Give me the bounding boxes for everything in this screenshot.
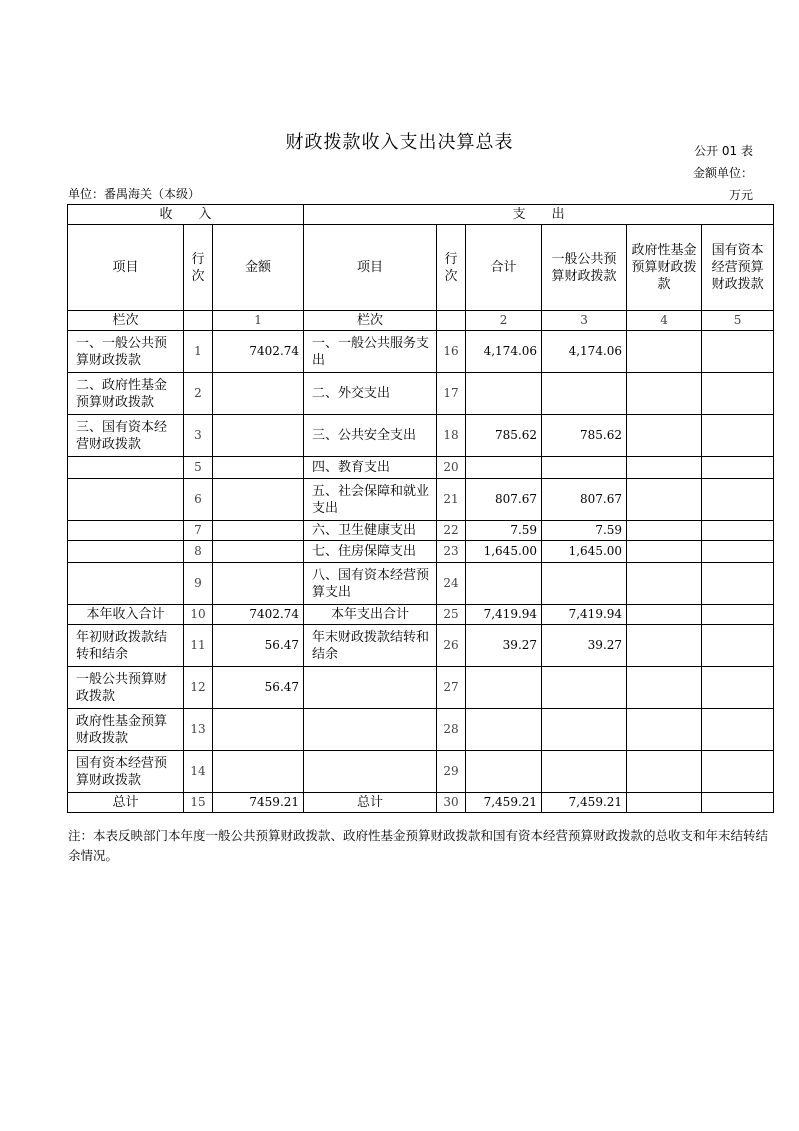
expense-row-no-cell: 16	[437, 331, 466, 373]
income-item-cell: 年初财政拨款结转和结余	[68, 625, 184, 667]
income-amount-cell	[213, 457, 304, 479]
expense-state-cell	[702, 541, 774, 563]
col-index-empty	[184, 311, 213, 331]
expense-item-cell: 六、卫生健康支出	[304, 521, 437, 541]
expense-row-no-cell: 20	[437, 457, 466, 479]
income-item-cell: 二、政府性基金预算财政拨款	[68, 373, 184, 415]
expense-item-cell: 总计	[304, 793, 437, 813]
fiscal-summary-table	[67, 204, 774, 813]
expense-state-cell	[702, 751, 774, 793]
expense-state-cell	[702, 625, 774, 667]
expense-total-cell	[466, 709, 542, 751]
income-amount-cell	[213, 521, 304, 541]
income-amount-cell	[213, 541, 304, 563]
expense-row-no-cell: 30	[437, 793, 466, 813]
expense-state-cell	[702, 605, 774, 625]
income-item-cell: 政府性基金预算财政拨款	[68, 709, 184, 751]
expense-item-cell: 本年支出合计	[304, 605, 437, 625]
col-index-income-amount: 1	[213, 311, 304, 331]
expense-general-cell: 4,174.06	[542, 331, 627, 373]
expense-total-cell: 7,459.21	[466, 793, 542, 813]
expense-fund-cell	[627, 415, 702, 457]
table-row	[68, 605, 774, 625]
expense-total-cell	[466, 457, 542, 479]
expense-state-cell	[702, 415, 774, 457]
col-income-item: 项目	[68, 225, 184, 311]
expense-fund-cell	[627, 667, 702, 709]
form-number: 公开 01 表	[694, 144, 753, 158]
income-item-cell: 国有资本经营预算财政拨款	[68, 751, 184, 793]
expense-row-no-cell: 18	[437, 415, 466, 457]
expense-general-cell	[542, 667, 627, 709]
col-fund-budget: 政府性基金预算财政拨款	[627, 225, 702, 311]
expense-fund-cell	[627, 457, 702, 479]
income-row-no-cell: 15	[184, 793, 213, 813]
expense-row-no-cell: 27	[437, 667, 466, 709]
col-general-budget: 一般公共预算财政拨款	[542, 225, 627, 311]
expense-item-cell	[304, 751, 437, 793]
expense-row-no-cell: 21	[437, 479, 466, 521]
income-row-no-cell: 12	[184, 667, 213, 709]
table-row	[68, 479, 774, 521]
income-item-cell	[68, 541, 184, 563]
income-amount-cell	[213, 373, 304, 415]
expense-general-cell: 7.59	[542, 521, 627, 541]
expense-item-cell: 五、社会保障和就业支出	[304, 479, 437, 521]
expense-total-cell: 807.67	[466, 479, 542, 521]
expense-item-cell: 四、教育支出	[304, 457, 437, 479]
expense-state-cell	[702, 709, 774, 751]
expense-state-cell	[702, 667, 774, 709]
col-index-total: 2	[466, 311, 542, 331]
expense-total-cell: 7,419.94	[466, 605, 542, 625]
income-row-no-cell: 5	[184, 457, 213, 479]
page-title: 财政拨款收入支出决算总表	[285, 132, 514, 153]
expense-state-cell	[702, 793, 774, 813]
amount-unit-label: 金额单位：	[692, 166, 753, 180]
expense-general-cell	[542, 563, 627, 605]
expense-fund-cell	[627, 331, 702, 373]
col-expense-item: 项目	[304, 225, 437, 311]
income-amount-cell: 56.47	[213, 625, 304, 667]
expense-general-cell: 7,419.94	[542, 605, 627, 625]
expense-total-cell: 39.27	[466, 625, 542, 667]
income-row-no-cell: 6	[184, 479, 213, 521]
expense-row-no-cell: 17	[437, 373, 466, 415]
expense-total-cell	[466, 667, 542, 709]
expense-item-cell: 一、一般公共服务支出	[304, 331, 437, 373]
col-index-general: 3	[542, 311, 627, 331]
expense-item-cell: 三、公共安全支出	[304, 415, 437, 457]
expense-general-cell	[542, 373, 627, 415]
income-row-no-cell: 13	[184, 709, 213, 751]
table-row	[68, 751, 774, 793]
expense-total-cell	[466, 751, 542, 793]
income-item-cell	[68, 563, 184, 605]
income-item-cell: 本年收入合计	[68, 605, 184, 625]
expense-row-no-cell: 25	[437, 605, 466, 625]
expense-total-cell	[466, 373, 542, 415]
expense-general-cell: 7,459.21	[542, 793, 627, 813]
income-amount-cell: 7402.74	[213, 331, 304, 373]
expense-row-no-cell: 23	[437, 541, 466, 563]
income-amount-cell: 7402.74	[213, 605, 304, 625]
expense-state-cell	[702, 521, 774, 541]
income-row-no-cell: 7	[184, 521, 213, 541]
organization-label: 单位：番禺海关（本级）	[68, 187, 201, 201]
expense-state-cell	[702, 563, 774, 605]
col-expense-row-no: 行次	[437, 225, 466, 311]
income-row-no-cell: 10	[184, 605, 213, 625]
expense-row-no-cell: 24	[437, 563, 466, 605]
col-index-empty-2	[437, 311, 466, 331]
table-row	[68, 625, 774, 667]
expense-fund-cell	[627, 605, 702, 625]
income-item-cell: 总计	[68, 793, 184, 813]
income-item-cell	[68, 521, 184, 541]
table-row	[68, 457, 774, 479]
col-index-label: 栏次	[68, 311, 184, 331]
income-row-no-cell: 1	[184, 331, 213, 373]
table-row	[68, 331, 774, 373]
table-row	[68, 415, 774, 457]
income-amount-cell	[213, 751, 304, 793]
income-header: 收 入	[68, 205, 304, 225]
expense-fund-cell	[627, 751, 702, 793]
expense-total-cell	[466, 563, 542, 605]
expense-fund-cell	[627, 793, 702, 813]
expense-row-no-cell: 28	[437, 709, 466, 751]
income-row-no-cell: 2	[184, 373, 213, 415]
expense-header: 支 出	[304, 205, 774, 225]
expense-fund-cell	[627, 521, 702, 541]
expense-fund-cell	[627, 709, 702, 751]
income-item-cell: 一、一般公共预算财政拨款	[68, 331, 184, 373]
income-row-no-cell: 14	[184, 751, 213, 793]
expense-state-cell	[702, 457, 774, 479]
expense-state-cell	[702, 373, 774, 415]
expense-row-no-cell: 22	[437, 521, 466, 541]
expense-total-cell: 4,174.06	[466, 331, 542, 373]
expense-total-cell: 7.59	[466, 521, 542, 541]
expense-fund-cell	[627, 625, 702, 667]
income-row-no-cell: 3	[184, 415, 213, 457]
expense-general-cell: 1,645.00	[542, 541, 627, 563]
table-row	[68, 793, 774, 813]
col-state-capital: 国有资本经营预算财政拨款	[702, 225, 774, 311]
expense-state-cell	[702, 331, 774, 373]
income-row-no-cell: 9	[184, 563, 213, 605]
expense-general-cell: 39.27	[542, 625, 627, 667]
expense-general-cell: 807.67	[542, 479, 627, 521]
income-item-cell: 三、国有资本经营财政拨款	[68, 415, 184, 457]
expense-state-cell	[702, 479, 774, 521]
table-row	[68, 541, 774, 563]
table-row	[68, 373, 774, 415]
expense-item-cell: 年末财政拨款结转和结余	[304, 625, 437, 667]
col-income-row-no: 行次	[184, 225, 213, 311]
table-row	[68, 563, 774, 605]
expense-total-cell: 785.62	[466, 415, 542, 457]
expense-general-cell	[542, 709, 627, 751]
income-item-cell: 一般公共预算财政拨款	[68, 667, 184, 709]
income-item-cell	[68, 457, 184, 479]
expense-item-cell: 七、住房保障支出	[304, 541, 437, 563]
expense-item-cell	[304, 667, 437, 709]
income-amount-cell	[213, 415, 304, 457]
col-index-fund: 4	[627, 311, 702, 331]
expense-item-cell	[304, 709, 437, 751]
expense-fund-cell	[627, 373, 702, 415]
expense-row-no-cell: 26	[437, 625, 466, 667]
col-total: 合计	[466, 225, 542, 311]
expense-fund-cell	[627, 563, 702, 605]
income-item-cell	[68, 479, 184, 521]
income-row-no-cell: 11	[184, 625, 213, 667]
income-amount-cell: 56.47	[213, 667, 304, 709]
expense-general-cell	[542, 457, 627, 479]
col-income-amount: 金额	[213, 225, 304, 311]
amount-unit-value: 万元	[728, 188, 753, 202]
income-amount-cell: 7459.21	[213, 793, 304, 813]
expense-total-cell: 1,645.00	[466, 541, 542, 563]
expense-row-no-cell: 29	[437, 751, 466, 793]
income-amount-cell	[213, 563, 304, 605]
expense-item-cell: 二、外交支出	[304, 373, 437, 415]
expense-item-cell: 八、国有资本经营预算支出	[304, 563, 437, 605]
income-amount-cell	[213, 709, 304, 751]
table-row	[68, 667, 774, 709]
col-index-state: 5	[702, 311, 774, 331]
income-row-no-cell: 8	[184, 541, 213, 563]
expense-general-cell: 785.62	[542, 415, 627, 457]
col-index-label-2: 栏次	[304, 311, 437, 331]
expense-general-cell	[542, 751, 627, 793]
table-note: 注：本表反映部门本年度一般公共预算财政拨款、政府性基金预算财政拨款和国有资本经营预算财政拨款的总收支和年末结转结余情况。	[68, 828, 769, 863]
table-row	[68, 521, 774, 541]
table-row	[68, 709, 774, 751]
expense-fund-cell	[627, 479, 702, 521]
expense-fund-cell	[627, 541, 702, 563]
income-amount-cell	[213, 479, 304, 521]
